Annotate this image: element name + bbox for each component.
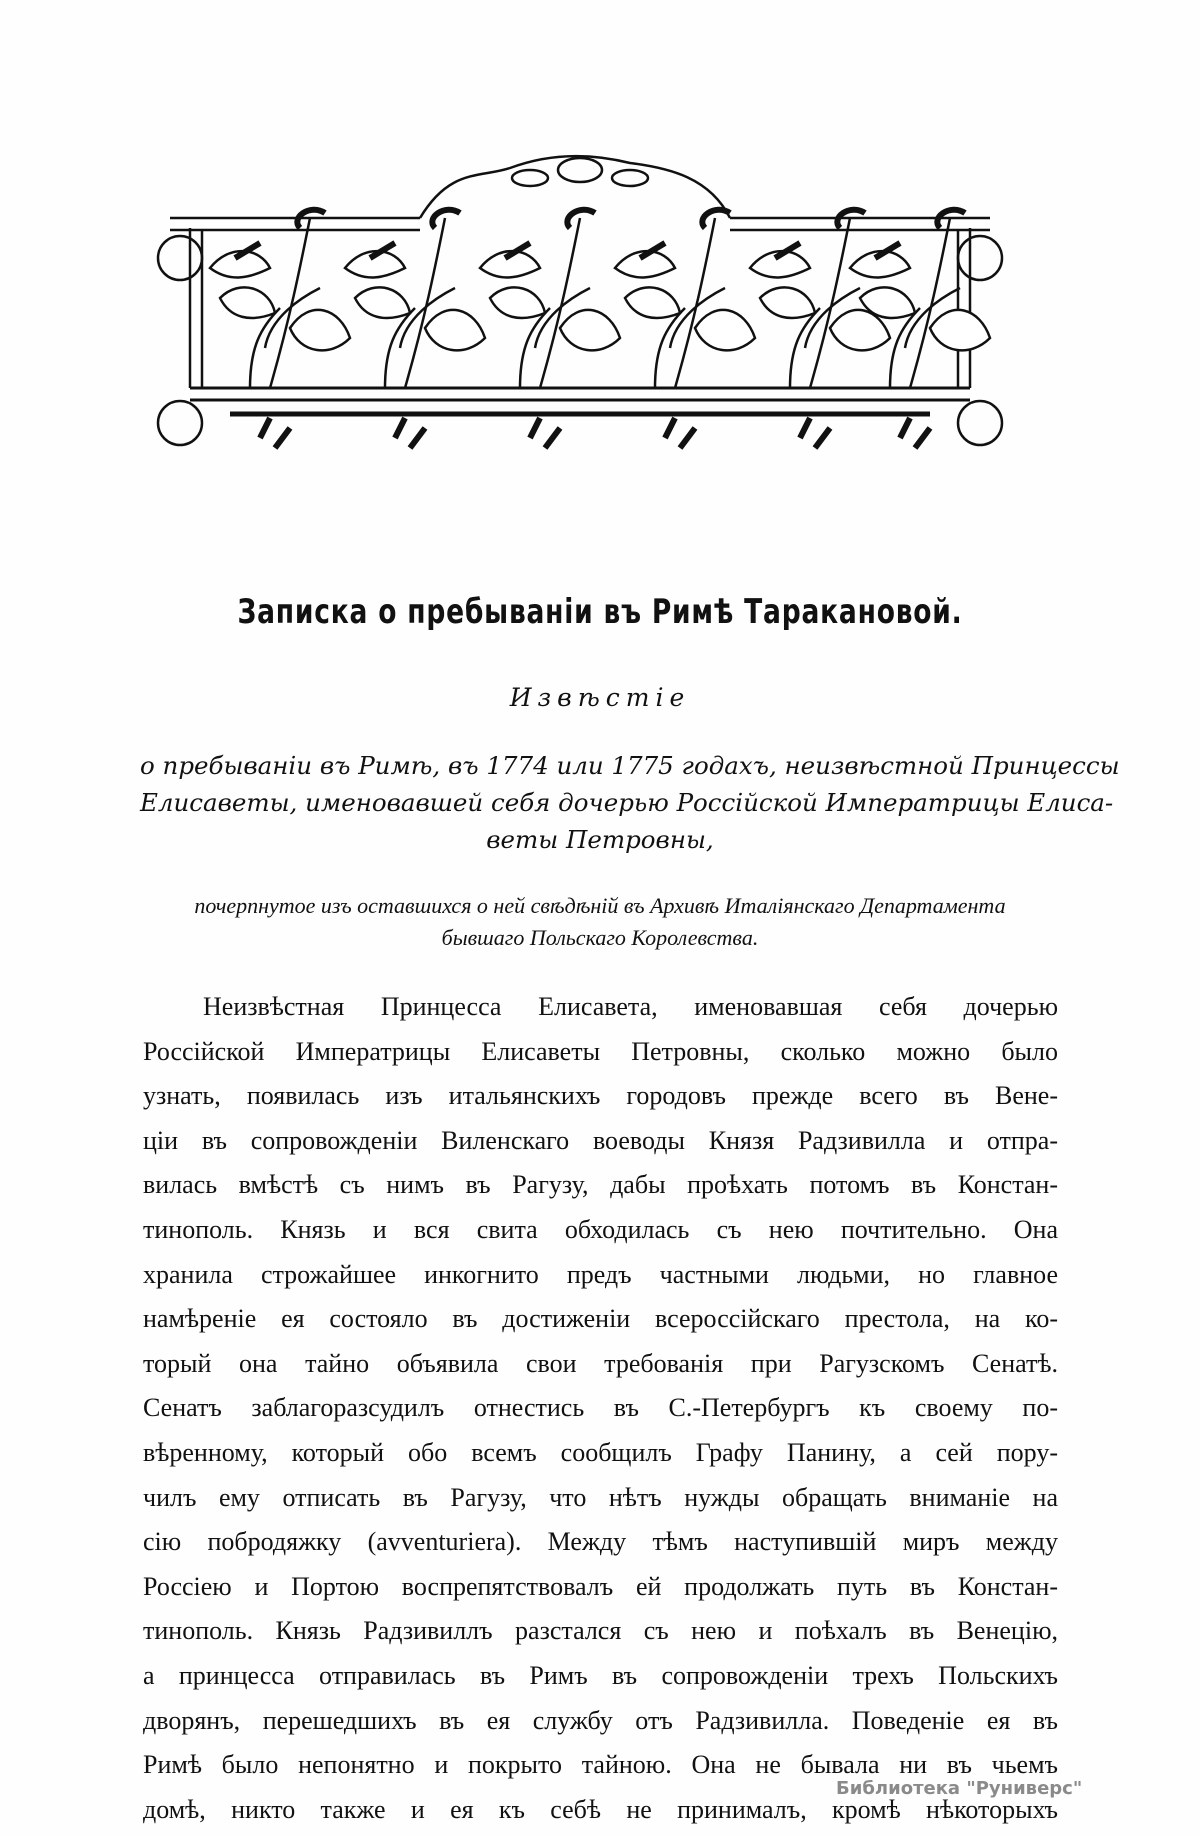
body-line: тинополь. Князь и вся свита обходилась съ нею почтительно. Она xyxy=(143,1214,1058,1244)
body-line: Россiею и Портою воспрепятствовалъ ей продолжать путь въ Констан- xyxy=(143,1571,1058,1601)
page-title: Записка о пребыванiи въ Римѣ Таракановой. xyxy=(237,592,963,632)
body-text xyxy=(143,985,1058,1832)
source-line: почерпнутое изъ оставшихся о ней свѣдѣнiй въ Архивѣ Италiянскаго Департамента xyxy=(194,893,1006,918)
body-line: дворянъ, перешедшихъ въ ея службу отъ Радзивилла. Поведенiе ея въ xyxy=(143,1705,1058,1735)
body-line: Сенатъ заблагоразсудилъ отнестись въ С.-Петербургъ къ своему по- xyxy=(143,1393,1058,1423)
source-line: бывшаго Польскаго Королевства. xyxy=(441,925,759,950)
body-line: вилась вмѣстѣ съ нимъ въ Рагузу, дабы проѣхать потомъ въ Констан- xyxy=(143,1170,1058,1200)
lead-line: веты Петровны, xyxy=(486,825,714,854)
body-line: сiю побродяжку (avventuriera). Между тѣмъ наступившiй миръ между xyxy=(143,1527,1058,1557)
body-line: домѣ, никто также и ея къ себѣ не принималъ, кромѣ нѣкоторыхъ xyxy=(143,1794,1058,1824)
body-line: цiи въ сопровожденiи Виленскаго воеводы Князя Радзивилла и отпра- xyxy=(143,1125,1058,1155)
body-line: тинополь. Князь Радзивиллъ разстался съ нею и поѣхалъ въ Венецiю, xyxy=(143,1616,1058,1646)
source-note xyxy=(140,890,1060,954)
body-line: чилъ ему отписать въ Рагузу, что нѣтъ нужды обращать вниманiе на xyxy=(143,1482,1058,1512)
lead-line: о пребыванiи въ Римѣ, въ 1774 или 1775 годахъ, неизвѣстной Принцессы xyxy=(140,751,1120,780)
body-line: Россiйской Императрицы Елисаветы Петровны, сколько можно было xyxy=(143,1036,1058,1066)
body-line: Неизвѣстная Принцесса Елисавета, именовавшая себя дочерью xyxy=(203,992,1058,1021)
body-line: а принцесса отправилась въ Римъ въ сопровожденiи трехъ Польскихъ xyxy=(143,1660,1058,1690)
body-line: намѣренiе ея состояло въ достиженiи всероссiйскаго престола, на ко- xyxy=(143,1304,1058,1334)
library-watermark: Библиотека "Руниверс" xyxy=(836,1778,1083,1799)
body-line: узнать, появилась изъ итальянскихъ городовъ прежде всего въ Вене- xyxy=(143,1081,1058,1111)
body-line: хранила строжайшее инкогнито предъ частными людьми, но главное xyxy=(143,1259,1058,1289)
body-line: торый она тайно объявила свои требованiя при Рагузскомъ Сенатѣ. xyxy=(143,1348,1058,1378)
subtitle: Извѣстiе xyxy=(509,683,691,712)
lead-paragraph xyxy=(140,747,1120,858)
body-line: Римѣ было непонятно и покрыто тайною. Она не бывала ни въ чьемъ xyxy=(143,1750,1058,1780)
body-line: вѣренному, который обо всемъ сообщилъ Графу Панину, а сей пору- xyxy=(143,1437,1058,1467)
lead-line: Елисаветы, именовавшей себя дочерью Россiйской Императрицы Елиса- xyxy=(140,788,1114,817)
floral-ornament-headpiece xyxy=(150,148,1010,478)
